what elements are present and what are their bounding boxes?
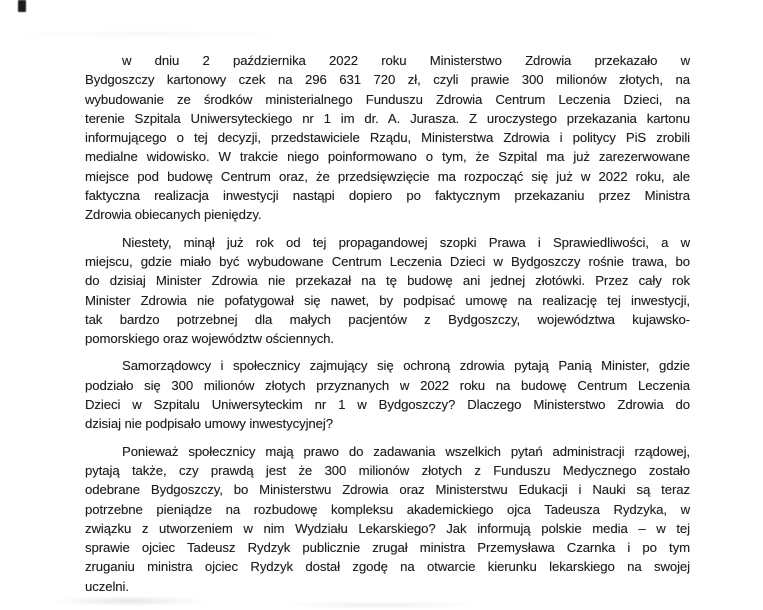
text-line: odebrane Bydgoszczy, bo Ministerstwu Zdrowia oraz Ministerstwu Edukacji i Nauki są teraz (85, 482, 690, 498)
text-line: wybudowanie ze środków ministerialnego Funduszu Zdrowia Centrum Leczenia Dzieci, na (85, 91, 690, 107)
text-line: faktyczna realizacja inwestycji nastąpi dopiero po faktycznym przekazaniu przez Ministra (85, 188, 690, 204)
paragraph (85, 51, 690, 225)
text-line: miejsce pod budowę Centrum oraz, że przedsięwzięcie ma rozpocząć się już w 2022 roku, ale (85, 168, 690, 184)
scan-smudge (0, 30, 300, 38)
text-line: terenie Szpitala Uniwersyteckiego nr 1 im dr. A. Jurasza. Z uroczystego przekazania kartonu (85, 110, 690, 126)
text-line: informującego o tej decyzji, przedstawiciele Rządu, Ministerstwa Zdrowia i politycy PiS zrobili (85, 130, 690, 146)
scan-artifact-mark (18, 0, 26, 12)
document-text (85, 51, 690, 604)
text-line: medialne widowisko. W trakcie niego poinformowano o tym, że Szpital ma już zarezerwowane (85, 149, 690, 165)
paragraph (85, 233, 690, 349)
text-line: Zdrowia obiecanych pieniędzy. (85, 207, 262, 223)
paragraph (85, 356, 690, 433)
text-line: miejscu, gdzie miało być wybudowane Centrum Leczenia Dzieci w Bydgoszczy rośnie trawa, bo (85, 253, 690, 269)
text-line: Bydgoszczy kartonowy czek na 296 631 720 zł, czyli prawie 300 milionów złotych, na (85, 72, 690, 88)
text-line: sprawie ojciec Tadeusz Rydzyk publicznie zrugał ministra Przemysława Czarnka i po tym (85, 540, 690, 556)
text-line: Niestety, minął już rok od tej propagandowej szopki Prawa i Sprawiedliwości, a w (122, 234, 690, 250)
text-line: pytają także, czy prawdą jest że 300 milionów złotych z Funduszu Medycznego zostało (85, 462, 690, 478)
text-line: w dniu 2 października 2022 roku Ministerstwo Zdrowia przekazało w (122, 53, 690, 68)
text-line: uczelni. (85, 578, 129, 594)
text-line: potrzebne pieniądze na rozbudowę kompleksu akademickiego ojca Tadeusza Rydzyka, w (85, 501, 690, 517)
text-line: do dzisiaj Minister Zdrowia nie przekazał na tę budowę ani jednej złotówki. Przez cały rok (85, 273, 690, 289)
paragraph (85, 442, 690, 596)
text-line: dzisiaj nie podpisało umowy inwestycyjnej? (85, 416, 333, 432)
text-line: tak bardzo potrzebnej dla małych pacjentów z Bydgoszczy, województwa kujawsko- (85, 311, 690, 327)
text-line: podziało się 300 milionów złotych przyznanych w 2022 roku na budowę Centrum Leczenia (85, 377, 690, 393)
text-line: Samorządowcy i społecznicy zajmujący się ochroną zdrowia pytają Panią Minister, gdzie (122, 358, 690, 374)
text-line: pomorskiego oraz województw ościennych. (85, 331, 334, 347)
text-line: zruganiu ministra ojciec Rydzyk dostał zgodę na otwarcie kierunku lekarskiego na swojej (85, 559, 690, 575)
text-line: Ponieważ społecznicy mają prawo do zadawania wszelkich pytań administracji rządowej, (122, 443, 690, 459)
text-line: Minister Zdrowia nie pofatygował się nawet, by podpisać umowę na realizację tej inwestycji, (85, 292, 690, 308)
text-line: związku z utworzeniem w nim Wydziału Lekarskiego? Jak informują polskie media – w tej (85, 520, 690, 536)
text-line: Dzieci w Szpitalu Uniwersyteckim nr 1 w Bydgoszczy? Dlaczego Ministerstwo Zdrowia do (85, 397, 690, 413)
